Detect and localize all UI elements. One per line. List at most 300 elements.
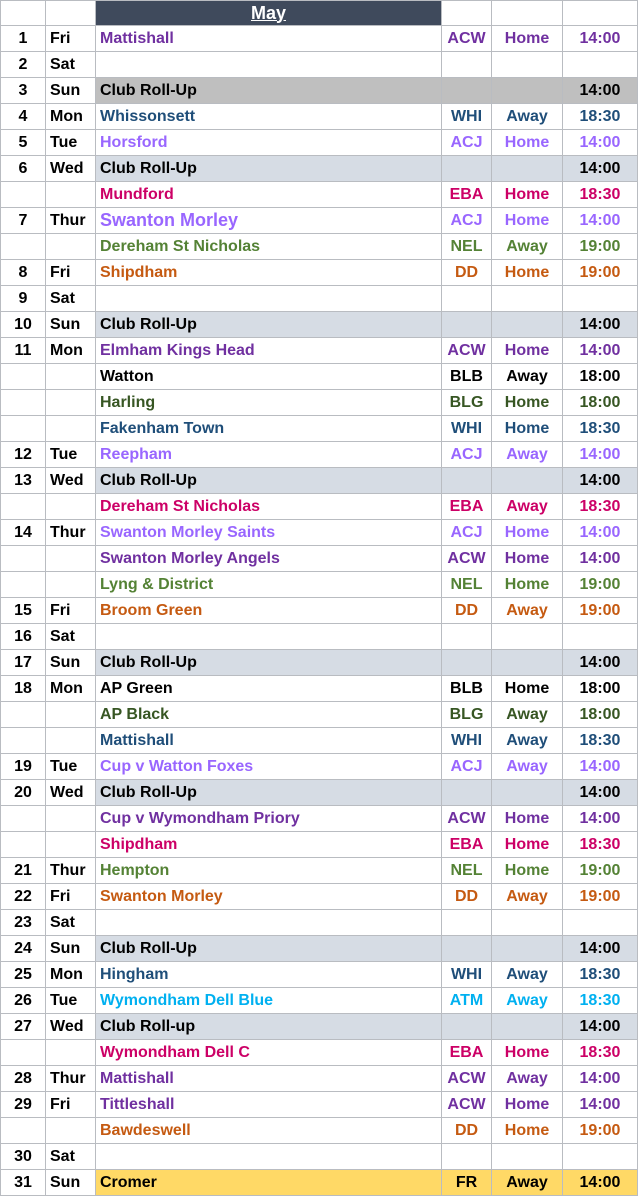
- opponent-cell: Club Roll-Up: [96, 468, 442, 494]
- time-cell: 14:00: [563, 754, 638, 780]
- opponent-cell: Mattishall: [96, 26, 442, 52]
- time-cell: 18:00: [563, 676, 638, 702]
- opponent-cell: [96, 52, 442, 78]
- weekday-cell: [46, 806, 96, 832]
- venue-cell: Home: [492, 208, 563, 234]
- venue-cell: Away: [492, 364, 563, 390]
- venue-cell: Home: [492, 416, 563, 442]
- day-cell: 18: [1, 676, 46, 702]
- team-code-cell: ATM: [442, 988, 492, 1014]
- opponent-cell: Club Roll-Up: [96, 78, 442, 104]
- opponent-cell: Tittleshall: [96, 1092, 442, 1118]
- day-cell: [1, 728, 46, 754]
- month-title: May: [96, 1, 442, 26]
- venue-cell: [492, 910, 563, 936]
- table-row: [1, 1014, 638, 1040]
- table-row: [1, 728, 638, 754]
- day-cell: 15: [1, 598, 46, 624]
- weekday-cell: [46, 494, 96, 520]
- weekday-cell: [46, 572, 96, 598]
- team-code-cell: EBA: [442, 494, 492, 520]
- day-cell: [1, 572, 46, 598]
- time-cell: 18:30: [563, 1040, 638, 1066]
- weekday-cell: Fri: [46, 260, 96, 286]
- time-cell: 18:00: [563, 702, 638, 728]
- team-code-cell: WHI: [442, 104, 492, 130]
- time-cell: 19:00: [563, 260, 638, 286]
- opponent-cell: Lyng & District: [96, 572, 442, 598]
- weekday-cell: [46, 728, 96, 754]
- day-cell: [1, 702, 46, 728]
- table-row: [1, 832, 638, 858]
- table-row: [1, 988, 638, 1014]
- team-code-cell: NEL: [442, 858, 492, 884]
- opponent-cell: [96, 910, 442, 936]
- venue-cell: Away: [492, 728, 563, 754]
- table-row: [1, 754, 638, 780]
- table-row: [1, 1066, 638, 1092]
- team-code-cell: [442, 78, 492, 104]
- weekday-cell: Thur: [46, 520, 96, 546]
- table-row: [1, 1144, 638, 1170]
- table-row: [1, 234, 638, 260]
- day-cell: [1, 416, 46, 442]
- weekday-cell: Sat: [46, 52, 96, 78]
- team-code-cell: EBA: [442, 182, 492, 208]
- team-code-cell: ACW: [442, 26, 492, 52]
- opponent-cell: Harling: [96, 390, 442, 416]
- time-cell: 18:30: [563, 104, 638, 130]
- time-cell: 18:30: [563, 494, 638, 520]
- venue-cell: Away: [492, 702, 563, 728]
- table-row: [1, 1170, 638, 1196]
- weekday-cell: Sun: [46, 936, 96, 962]
- table-row: [1, 962, 638, 988]
- weekday-cell: Tue: [46, 130, 96, 156]
- team-code-cell: ACW: [442, 546, 492, 572]
- venue-cell: Away: [492, 104, 563, 130]
- team-code-cell: [442, 650, 492, 676]
- day-cell: 21: [1, 858, 46, 884]
- opponent-cell: Mattishall: [96, 1066, 442, 1092]
- day-cell: [1, 494, 46, 520]
- team-code-cell: NEL: [442, 572, 492, 598]
- day-cell: 7: [1, 208, 46, 234]
- venue-cell: [492, 936, 563, 962]
- opponent-cell: [96, 1144, 442, 1170]
- team-code-cell: [442, 624, 492, 650]
- venue-cell: Home: [492, 390, 563, 416]
- day-cell: 13: [1, 468, 46, 494]
- opponent-cell: Club Roll-Up: [96, 936, 442, 962]
- venue-cell: Home: [492, 520, 563, 546]
- venue-cell: Away: [492, 442, 563, 468]
- time-cell: 19:00: [563, 234, 638, 260]
- weekday-cell: Fri: [46, 598, 96, 624]
- time-cell: 14:00: [563, 650, 638, 676]
- table-row: [1, 130, 638, 156]
- venue-cell: Away: [492, 598, 563, 624]
- team-code-cell: BLG: [442, 702, 492, 728]
- time-cell: 14:00: [563, 780, 638, 806]
- table-row: [1, 1040, 638, 1066]
- team-code-cell: FR: [442, 1170, 492, 1196]
- table-row: [1, 442, 638, 468]
- weekday-cell: Fri: [46, 1092, 96, 1118]
- venue-cell: Home: [492, 1040, 563, 1066]
- opponent-cell: Cup v Wymondham Priory: [96, 806, 442, 832]
- day-cell: 4: [1, 104, 46, 130]
- opponent-cell: Swanton Morley: [96, 208, 442, 234]
- day-cell: [1, 390, 46, 416]
- team-code-cell: WHI: [442, 416, 492, 442]
- table-row: [1, 104, 638, 130]
- team-code-cell: EBA: [442, 832, 492, 858]
- opponent-cell: Swanton Morley Angels: [96, 546, 442, 572]
- day-cell: [1, 1118, 46, 1144]
- weekday-cell: Sun: [46, 650, 96, 676]
- venue-cell: Home: [492, 858, 563, 884]
- time-cell: 14:00: [563, 468, 638, 494]
- time-cell: 19:00: [563, 1118, 638, 1144]
- header-row: [1, 1, 638, 26]
- time-cell: 14:00: [563, 1066, 638, 1092]
- opponent-cell: Shipdham: [96, 832, 442, 858]
- time-cell: 14:00: [563, 442, 638, 468]
- venue-cell: Away: [492, 884, 563, 910]
- team-code-cell: ACW: [442, 806, 492, 832]
- weekday-cell: Thur: [46, 208, 96, 234]
- table-row: [1, 182, 638, 208]
- day-cell: 27: [1, 1014, 46, 1040]
- team-code-cell: [442, 156, 492, 182]
- team-code-cell: BLB: [442, 364, 492, 390]
- table-row: [1, 208, 638, 234]
- header-blank-day: [1, 1, 46, 26]
- day-cell: 20: [1, 780, 46, 806]
- table-row: [1, 598, 638, 624]
- venue-cell: Home: [492, 806, 563, 832]
- day-cell: [1, 806, 46, 832]
- time-cell: [563, 624, 638, 650]
- day-cell: 10: [1, 312, 46, 338]
- weekday-cell: Mon: [46, 676, 96, 702]
- weekday-cell: Fri: [46, 884, 96, 910]
- header-blank-venue: [492, 1, 563, 26]
- opponent-cell: Mattishall: [96, 728, 442, 754]
- day-cell: 8: [1, 260, 46, 286]
- table-row: [1, 572, 638, 598]
- time-cell: 18:30: [563, 832, 638, 858]
- time-cell: 14:00: [563, 130, 638, 156]
- table-row: [1, 390, 638, 416]
- team-code-cell: WHI: [442, 962, 492, 988]
- weekday-cell: [46, 832, 96, 858]
- venue-cell: Home: [492, 338, 563, 364]
- team-code-cell: ACJ: [442, 754, 492, 780]
- time-cell: 18:30: [563, 182, 638, 208]
- weekday-cell: Sun: [46, 78, 96, 104]
- day-cell: 1: [1, 26, 46, 52]
- weekday-cell: [46, 702, 96, 728]
- opponent-cell: Reepham: [96, 442, 442, 468]
- team-code-cell: ACW: [442, 338, 492, 364]
- venue-cell: Home: [492, 182, 563, 208]
- day-cell: [1, 1040, 46, 1066]
- time-cell: 19:00: [563, 884, 638, 910]
- time-cell: 14:00: [563, 520, 638, 546]
- venue-cell: Away: [492, 1170, 563, 1196]
- opponent-cell: Shipdham: [96, 260, 442, 286]
- day-cell: 31: [1, 1170, 46, 1196]
- team-code-cell: DD: [442, 884, 492, 910]
- time-cell: 14:00: [563, 156, 638, 182]
- table-row: [1, 286, 638, 312]
- weekday-cell: Sat: [46, 1144, 96, 1170]
- time-cell: 14:00: [563, 78, 638, 104]
- time-cell: [563, 52, 638, 78]
- team-code-cell: [442, 780, 492, 806]
- day-cell: 24: [1, 936, 46, 962]
- table-row: [1, 936, 638, 962]
- venue-cell: Home: [492, 832, 563, 858]
- table-row: [1, 702, 638, 728]
- team-code-cell: [442, 1144, 492, 1170]
- team-code-cell: ACJ: [442, 208, 492, 234]
- weekday-cell: [46, 364, 96, 390]
- table-row: [1, 624, 638, 650]
- opponent-cell: Watton: [96, 364, 442, 390]
- table-row: [1, 780, 638, 806]
- venue-cell: Home: [492, 1092, 563, 1118]
- team-code-cell: [442, 1014, 492, 1040]
- day-cell: 25: [1, 962, 46, 988]
- weekday-cell: Fri: [46, 26, 96, 52]
- day-cell: [1, 832, 46, 858]
- team-code-cell: EBA: [442, 1040, 492, 1066]
- table-row: [1, 650, 638, 676]
- day-cell: [1, 546, 46, 572]
- team-code-cell: ACW: [442, 1092, 492, 1118]
- opponent-cell: Broom Green: [96, 598, 442, 624]
- weekday-cell: [46, 1040, 96, 1066]
- weekday-cell: Sat: [46, 910, 96, 936]
- team-code-cell: ACJ: [442, 130, 492, 156]
- day-cell: 22: [1, 884, 46, 910]
- header-blank-time: [563, 1, 638, 26]
- time-cell: 14:00: [563, 1014, 638, 1040]
- opponent-cell: Dereham St Nicholas: [96, 234, 442, 260]
- time-cell: 14:00: [563, 546, 638, 572]
- opponent-cell: Whissonsett: [96, 104, 442, 130]
- time-cell: 14:00: [563, 338, 638, 364]
- venue-cell: Away: [492, 754, 563, 780]
- venue-cell: Home: [492, 546, 563, 572]
- day-cell: 5: [1, 130, 46, 156]
- weekday-cell: Mon: [46, 962, 96, 988]
- venue-cell: [492, 624, 563, 650]
- weekday-cell: [46, 234, 96, 260]
- team-code-cell: WHI: [442, 728, 492, 754]
- time-cell: 14:00: [563, 936, 638, 962]
- table-row: [1, 676, 638, 702]
- opponent-cell: AP Black: [96, 702, 442, 728]
- venue-cell: Home: [492, 572, 563, 598]
- team-code-cell: [442, 52, 492, 78]
- venue-cell: Home: [492, 130, 563, 156]
- opponent-cell: [96, 286, 442, 312]
- time-cell: [563, 910, 638, 936]
- opponent-cell: [96, 624, 442, 650]
- opponent-cell: Swanton Morley Saints: [96, 520, 442, 546]
- opponent-cell: Dereham St Nicholas: [96, 494, 442, 520]
- venue-cell: [492, 286, 563, 312]
- team-code-cell: ACJ: [442, 442, 492, 468]
- opponent-cell: Mundford: [96, 182, 442, 208]
- team-code-cell: BLG: [442, 390, 492, 416]
- table-row: [1, 156, 638, 182]
- day-cell: 12: [1, 442, 46, 468]
- opponent-cell: Club Roll-Up: [96, 650, 442, 676]
- venue-cell: Home: [492, 260, 563, 286]
- opponent-cell: Horsford: [96, 130, 442, 156]
- day-cell: 17: [1, 650, 46, 676]
- day-cell: 23: [1, 910, 46, 936]
- weekday-cell: [46, 390, 96, 416]
- weekday-cell: Sun: [46, 312, 96, 338]
- opponent-cell: Hempton: [96, 858, 442, 884]
- table-row: [1, 884, 638, 910]
- team-code-cell: ACW: [442, 1066, 492, 1092]
- day-cell: 6: [1, 156, 46, 182]
- opponent-cell: AP Green: [96, 676, 442, 702]
- weekday-cell: Wed: [46, 468, 96, 494]
- time-cell: 19:00: [563, 858, 638, 884]
- opponent-cell: Club Roll-Up: [96, 780, 442, 806]
- table-row: [1, 806, 638, 832]
- header-blank-dow: [46, 1, 96, 26]
- time-cell: 19:00: [563, 572, 638, 598]
- venue-cell: Home: [492, 26, 563, 52]
- table-row: [1, 468, 638, 494]
- team-code-cell: NEL: [442, 234, 492, 260]
- table-row: [1, 910, 638, 936]
- venue-cell: [492, 78, 563, 104]
- table-row: [1, 494, 638, 520]
- weekday-cell: Sat: [46, 286, 96, 312]
- day-cell: 26: [1, 988, 46, 1014]
- table-row: [1, 364, 638, 390]
- team-code-cell: [442, 468, 492, 494]
- opponent-cell: Wymondham Dell C: [96, 1040, 442, 1066]
- team-code-cell: [442, 936, 492, 962]
- day-cell: 2: [1, 52, 46, 78]
- venue-cell: [492, 1014, 563, 1040]
- team-code-cell: ACJ: [442, 520, 492, 546]
- weekday-cell: Wed: [46, 156, 96, 182]
- weekday-cell: Mon: [46, 104, 96, 130]
- opponent-cell: Cromer: [96, 1170, 442, 1196]
- weekday-cell: [46, 546, 96, 572]
- day-cell: 19: [1, 754, 46, 780]
- time-cell: 14:00: [563, 26, 638, 52]
- day-cell: 29: [1, 1092, 46, 1118]
- opponent-cell: Hingham: [96, 962, 442, 988]
- time-cell: 18:00: [563, 390, 638, 416]
- venue-cell: [492, 650, 563, 676]
- weekday-cell: Mon: [46, 338, 96, 364]
- time-cell: 14:00: [563, 1170, 638, 1196]
- venue-cell: Home: [492, 676, 563, 702]
- venue-cell: Away: [492, 234, 563, 260]
- time-cell: 14:00: [563, 312, 638, 338]
- time-cell: 18:30: [563, 416, 638, 442]
- table-row: [1, 26, 638, 52]
- table-row: [1, 858, 638, 884]
- day-cell: 14: [1, 520, 46, 546]
- time-cell: 18:30: [563, 962, 638, 988]
- venue-cell: Away: [492, 962, 563, 988]
- team-code-cell: DD: [442, 1118, 492, 1144]
- fixtures-body: [1, 26, 638, 1196]
- opponent-cell: Bawdeswell: [96, 1118, 442, 1144]
- weekday-cell: [46, 1118, 96, 1144]
- venue-cell: Away: [492, 494, 563, 520]
- team-code-cell: [442, 312, 492, 338]
- venue-cell: Home: [492, 1118, 563, 1144]
- time-cell: 19:00: [563, 598, 638, 624]
- venue-cell: [492, 468, 563, 494]
- team-code-cell: [442, 286, 492, 312]
- day-cell: 28: [1, 1066, 46, 1092]
- table-row: [1, 52, 638, 78]
- day-cell: [1, 364, 46, 390]
- table-row: [1, 520, 638, 546]
- time-cell: 18:00: [563, 364, 638, 390]
- day-cell: [1, 234, 46, 260]
- table-row: [1, 260, 638, 286]
- weekday-cell: Tue: [46, 442, 96, 468]
- day-cell: 3: [1, 78, 46, 104]
- header-blank-code: [442, 1, 492, 26]
- venue-cell: [492, 1144, 563, 1170]
- table-row: [1, 312, 638, 338]
- team-code-cell: [442, 910, 492, 936]
- team-code-cell: DD: [442, 598, 492, 624]
- day-cell: 11: [1, 338, 46, 364]
- weekday-cell: Wed: [46, 780, 96, 806]
- weekday-cell: Sun: [46, 1170, 96, 1196]
- time-cell: 14:00: [563, 208, 638, 234]
- table-row: [1, 78, 638, 104]
- table-row: [1, 338, 638, 364]
- venue-cell: [492, 156, 563, 182]
- day-cell: [1, 182, 46, 208]
- table-row: [1, 546, 638, 572]
- weekday-cell: Sat: [46, 624, 96, 650]
- table-row: [1, 1118, 638, 1144]
- weekday-cell: [46, 416, 96, 442]
- opponent-cell: Swanton Morley: [96, 884, 442, 910]
- time-cell: 14:00: [563, 1092, 638, 1118]
- table-row: [1, 1092, 638, 1118]
- opponent-cell: Club Roll-Up: [96, 156, 442, 182]
- weekday-cell: Thur: [46, 858, 96, 884]
- time-cell: 18:30: [563, 988, 638, 1014]
- table-row: [1, 416, 638, 442]
- time-cell: [563, 1144, 638, 1170]
- opponent-cell: Elmham Kings Head: [96, 338, 442, 364]
